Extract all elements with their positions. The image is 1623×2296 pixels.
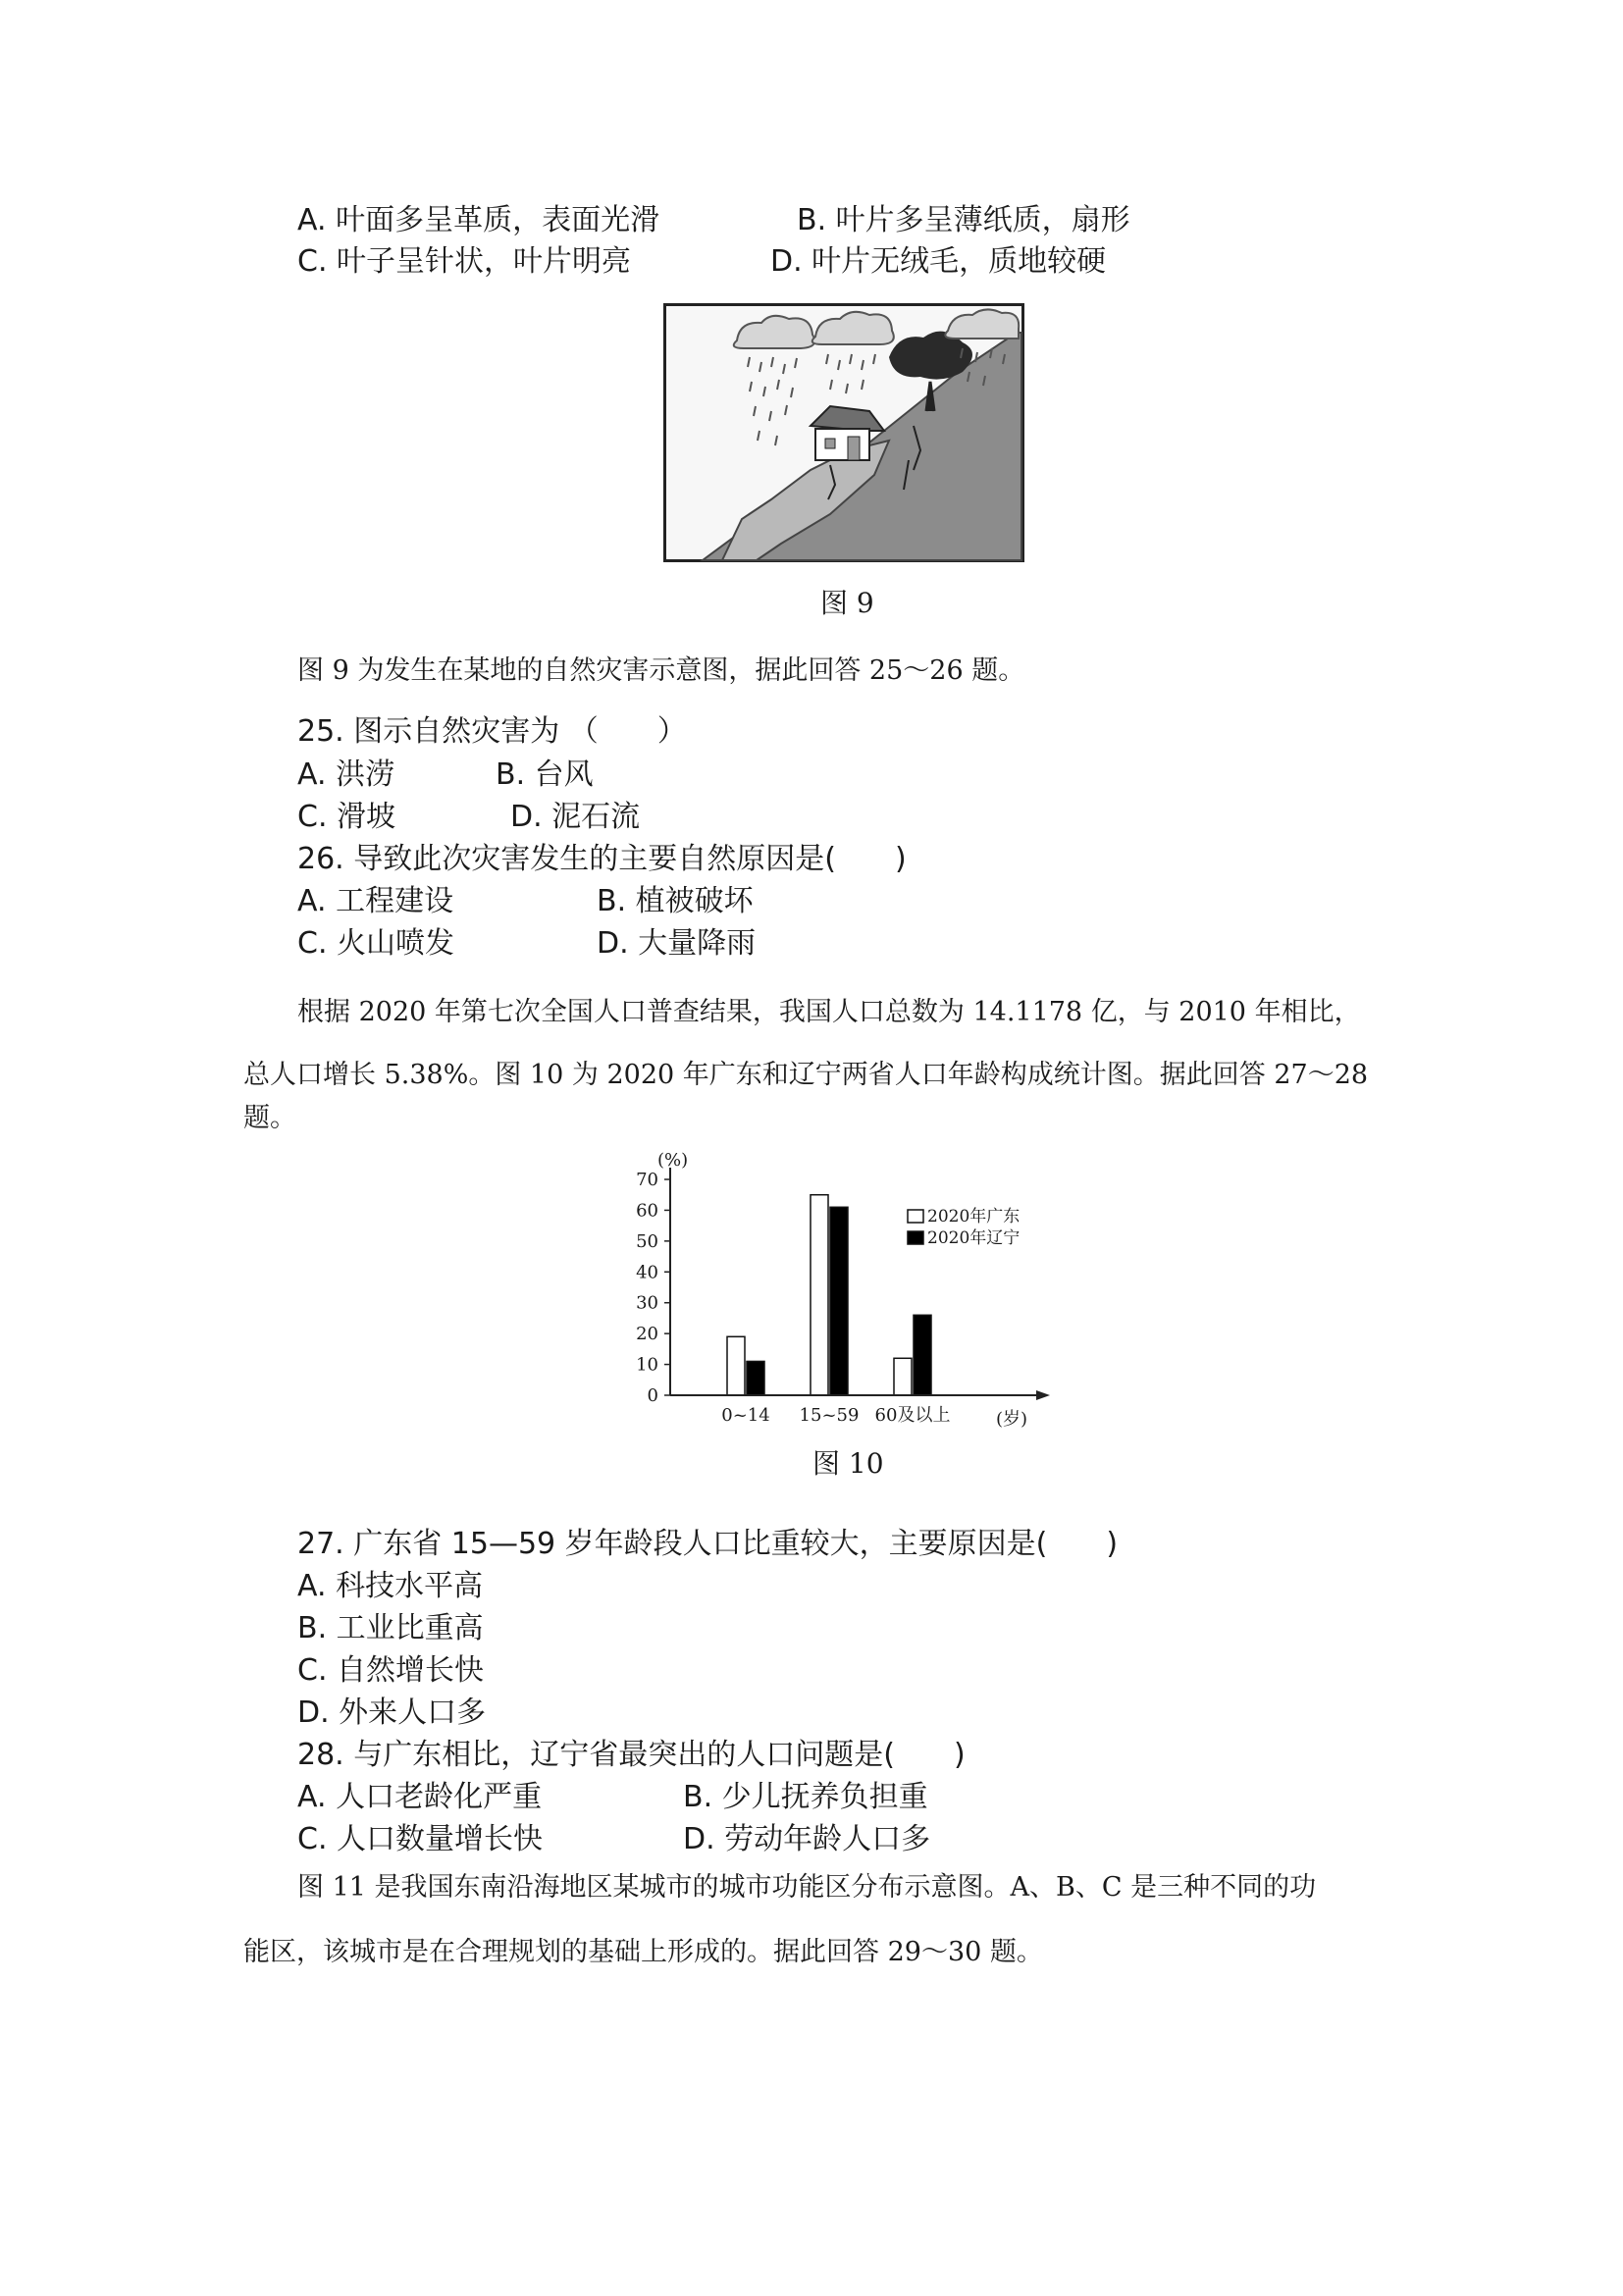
option-24b: B. 叶片多呈薄纸质，扇形 xyxy=(797,203,1130,237)
option-27d: D. 外来人口多 xyxy=(297,1696,487,1730)
option-26a: A. 工程建设 xyxy=(297,884,454,918)
x-axis-unit-label: (岁) xyxy=(996,1409,1028,1430)
y-tick-label: 0 xyxy=(647,1385,658,1406)
intro-25-26: 图 9 为发生在某地的自然灾害示意图，据此回答 25～26 题。 xyxy=(297,655,1025,686)
legend-label: 2020年辽宁 xyxy=(927,1228,1021,1248)
legend-swatch xyxy=(908,1231,923,1244)
x-axis-arrow xyxy=(1036,1390,1050,1400)
y-tick-label: 20 xyxy=(636,1324,658,1345)
intro-29-30-line1: 图 11 是我国东南沿海地区某城市的城市功能区分布示意图。A、B、C 是三种不同的功 xyxy=(297,1872,1317,1903)
option-27c: C. 自然增长快 xyxy=(297,1653,485,1688)
y-tick-label: 50 xyxy=(636,1230,658,1252)
y-axis-unit-label: (%) xyxy=(657,1150,689,1171)
y-tick-label: 30 xyxy=(636,1292,658,1314)
intro-29-30-line2: 能区，该城市是在合理规划的基础上形成的。据此回答 29～30 题。 xyxy=(243,1937,1043,1967)
y-tick-label: 10 xyxy=(636,1354,658,1376)
option-25d: D. 泥石流 xyxy=(510,800,641,834)
option-25a: A. 洪涝 xyxy=(297,757,395,792)
category-label: 15~59 xyxy=(799,1405,860,1426)
option-26d: D. 大量降雨 xyxy=(597,926,757,961)
option-27a: A. 科技水平高 xyxy=(297,1569,484,1603)
y-tick-label: 70 xyxy=(636,1170,658,1190)
figure10-bar-chart xyxy=(618,1138,1060,1433)
bar-liaoning-1 xyxy=(830,1207,848,1395)
option-26b: B. 植被破坏 xyxy=(597,884,754,918)
figure10-caption: 图 10 xyxy=(812,1447,884,1480)
figure9-landslide-illustration xyxy=(663,303,1024,562)
legend-label: 2020年广东 xyxy=(927,1207,1021,1226)
question-27-stem: 27. 广东省 15—59 岁年龄段人口比重较大，主要原因是( ) xyxy=(297,1527,1119,1561)
bar-guangdong-0 xyxy=(727,1336,745,1395)
intro-27-28-line3: 题。 xyxy=(243,1103,296,1133)
option-24c: C. 叶子呈针状，叶片明亮 xyxy=(297,244,632,279)
intro-27-28-line2: 总人口增长 5.38%。图 10 为 2020 年广东和辽宁两省人口年龄构成统计图。据此回答 27～28 xyxy=(243,1060,1369,1090)
bar-liaoning-2 xyxy=(914,1315,931,1395)
option-28c: C. 人口数量增长快 xyxy=(297,1822,544,1856)
y-tick-label: 40 xyxy=(636,1262,658,1283)
question-26-stem: 26. 导致此次灾害发生的主要自然原因是( ) xyxy=(297,842,907,876)
option-24d: D. 叶片无绒毛，质地较硬 xyxy=(770,244,1107,279)
bar-guangdong-1 xyxy=(811,1195,828,1395)
bar-liaoning-0 xyxy=(747,1361,764,1395)
question-28-stem: 28. 与广东相比，辽宁省最突出的人口问题是( ) xyxy=(297,1738,966,1772)
category-label: 60及以上 xyxy=(874,1405,951,1426)
figure9-caption: 图 9 xyxy=(820,587,874,619)
category-label: 0~14 xyxy=(721,1405,770,1426)
option-28a: A. 人口老龄化严重 xyxy=(297,1780,543,1814)
y-tick-label: 60 xyxy=(636,1200,658,1222)
option-24a: A. 叶面多呈革质，表面光滑 xyxy=(297,203,660,237)
question-25-stem: 25. 图示自然灾害为 （ ） xyxy=(297,714,687,749)
option-28b: B. 少儿抚养负担重 xyxy=(683,1780,928,1814)
option-28d: D. 劳动年龄人口多 xyxy=(683,1822,931,1856)
bar-guangdong-2 xyxy=(894,1358,912,1395)
option-27b: B. 工业比重高 xyxy=(297,1611,484,1645)
option-25b: B. 台风 xyxy=(496,757,594,792)
intro-27-28-line1: 根据 2020 年第七次全国人口普查结果，我国人口总数为 14.1178 亿，与 2010 年相比， xyxy=(297,997,1361,1027)
legend-swatch xyxy=(908,1210,923,1223)
option-25c: C. 滑坡 xyxy=(297,800,396,834)
option-26c: C. 火山喷发 xyxy=(297,926,455,961)
